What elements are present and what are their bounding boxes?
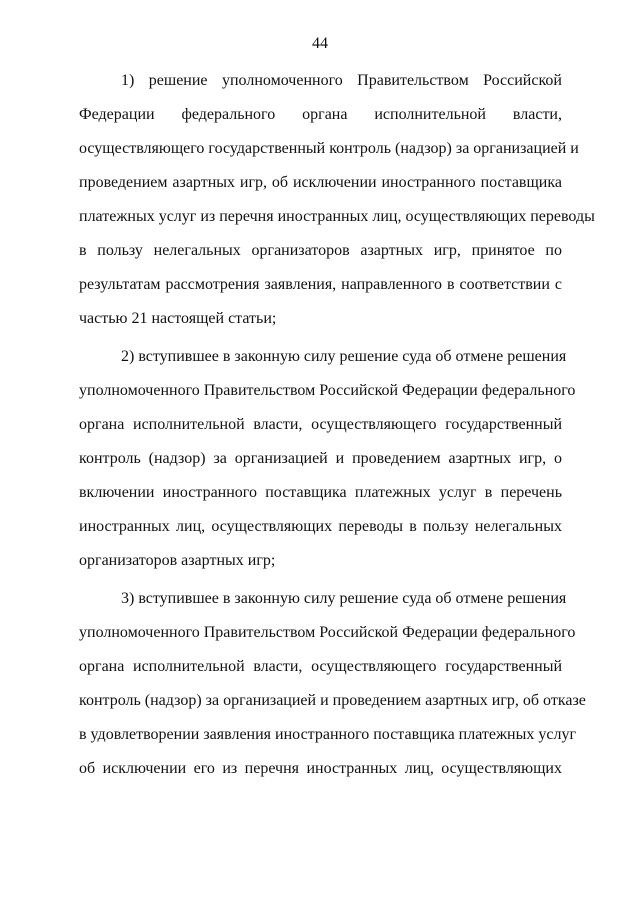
clause-3 [79,582,586,786]
text-line: включении иностранного поставщика платежных услуг в перечень [79,484,562,501]
text-line: Федерации федерального органа исполнительной власти, [79,106,562,123]
text-line: в удовлетворении заявления иностранного поставщика платежных услуг [79,726,577,743]
text-line: контроль (надзор) за организацией и проведением азартных игр, об отказе [79,692,586,709]
text-line: об исключении его из перечня иностранных лиц, осуществляющих [79,760,562,777]
text-line: платежных услуг из перечня иностранных лиц, осуществляющих переводы [79,208,595,225]
text-line: контроль (надзор) за организацией и проведением азартных игр, о [79,450,562,467]
text-line: 1) решение уполномоченного Правительством Российской [121,72,562,89]
clause-2 [79,340,576,578]
text-line: уполномоченного Правительством Российской Федерации федерального [79,382,576,399]
page-number: 44 [312,35,328,52]
text-line: результатам рассмотрения заявления, направленного в соответствии с [79,276,562,293]
text-line: иностранных лиц, осуществляющих переводы в пользу нелегальных [79,518,562,535]
text-line: частью 21 настоящей статьи; [79,310,277,327]
text-line: 2) вступившее в законную силу решение суда об отмене решения [121,348,567,365]
clause-1 [79,64,595,336]
text-line: 3) вступившее в законную силу решение суда об отмене решения [121,590,567,607]
text-line: в пользу нелегальных организаторов азартных игр, принятое по [79,242,562,259]
text-line: органа исполнительной власти, осуществляющего государственный [79,658,562,675]
text-line: осуществляющего государственный контроль (надзор) за организацией и [79,140,579,157]
text-line: проведением азартных игр, об исключении иностранного поставщика [79,174,562,191]
text-line: организаторов азартных игр; [79,552,276,569]
text-line: уполномоченного Правительством Российской Федерации федерального [79,624,576,641]
text-line: органа исполнительной власти, осуществляющего государственный [79,416,562,433]
